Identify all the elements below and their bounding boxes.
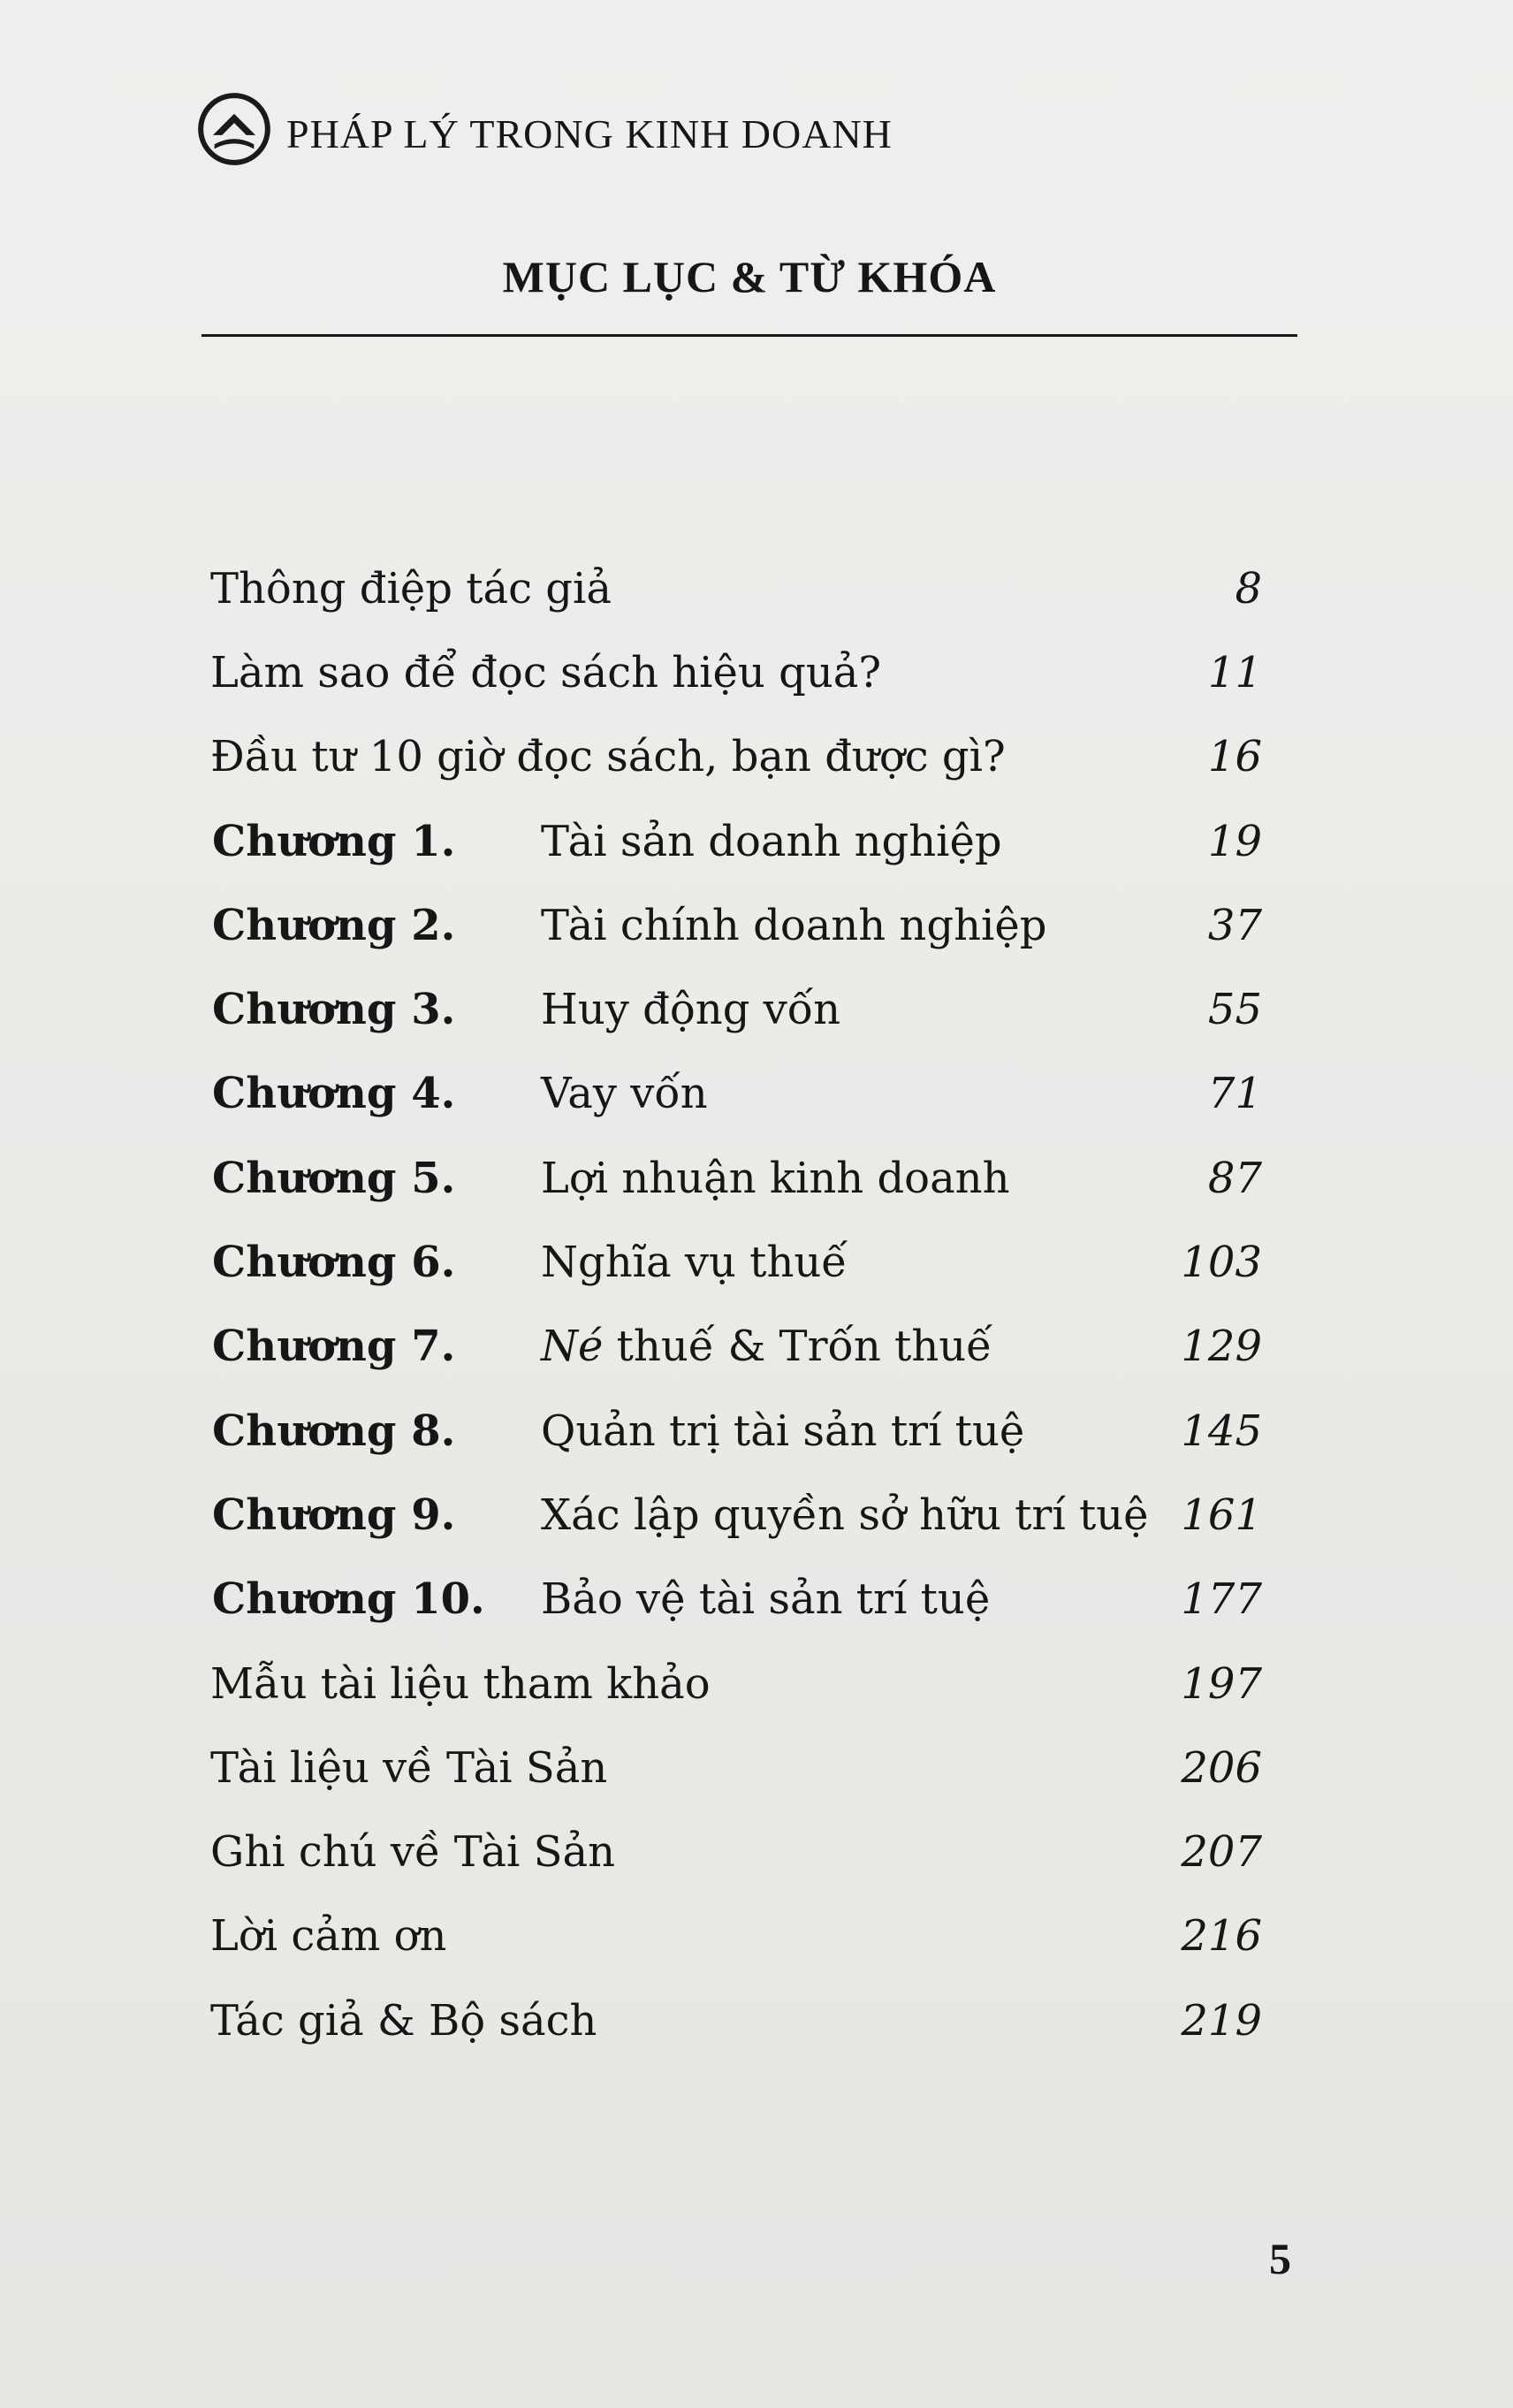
chapter-page: 161 bbox=[1181, 1490, 1262, 1540]
chapter-page: 103 bbox=[1181, 1238, 1262, 1288]
toc-entry[interactable] bbox=[210, 715, 1262, 799]
book-logo-icon bbox=[196, 91, 272, 167]
toc-chapter-row[interactable] bbox=[210, 1220, 1262, 1304]
running-header bbox=[196, 85, 893, 173]
toc-entry-label: Ghi chú về Tài Sản bbox=[210, 1827, 616, 1878]
chapter-title: Quản trị tài sản trí tuệ bbox=[541, 1406, 1025, 1456]
chapter-number: Chương 10. bbox=[212, 1574, 485, 1625]
toc-entry-label: Lời cảm ơn bbox=[210, 1911, 447, 1962]
toc-entry[interactable] bbox=[210, 1642, 1262, 1726]
chapter-page: 37 bbox=[1207, 900, 1262, 950]
toc-entry[interactable] bbox=[210, 1978, 1262, 2062]
chapter-number: Chương 9. bbox=[212, 1490, 456, 1540]
toc-entry-page: 8 bbox=[1235, 563, 1262, 613]
chapter-number: Chương 2. bbox=[212, 900, 456, 950]
toc-entry-label: Làm sao để đọc sách hiệu quả? bbox=[210, 647, 882, 697]
toc-chapter-row[interactable] bbox=[210, 1389, 1262, 1473]
toc-entry-page: 206 bbox=[1181, 1742, 1262, 1793]
chapter-page: 87 bbox=[1207, 1153, 1262, 1203]
chapter-title: Vay vốn bbox=[541, 1069, 708, 1119]
chapter-title: Xác lập quyền sở hữu trí tuệ bbox=[541, 1490, 1149, 1540]
chapter-page: 145 bbox=[1181, 1406, 1262, 1456]
toc-entry-label: Tác giả & Bộ sách bbox=[210, 1995, 597, 2046]
chapter-title: Lợi nhuận kinh doanh bbox=[541, 1153, 1010, 1203]
toc-entry-page: 197 bbox=[1181, 1658, 1262, 1709]
toc-entry[interactable] bbox=[210, 1810, 1262, 1894]
chapter-number: Chương 7. bbox=[212, 1322, 456, 1372]
toc-entry-label: Thông điệp tác giả bbox=[210, 563, 612, 613]
toc-entry-page: 16 bbox=[1207, 732, 1262, 782]
toc-entry-page: 216 bbox=[1181, 1911, 1262, 1962]
chapter-title: Bảo vệ tài sản trí tuệ bbox=[541, 1574, 991, 1625]
chapter-page: 129 bbox=[1181, 1322, 1262, 1372]
toc-list bbox=[210, 546, 1262, 2062]
chapter-page: 71 bbox=[1207, 1069, 1262, 1119]
chapter-page: 19 bbox=[1207, 816, 1262, 866]
chapter-number: Chương 6. bbox=[212, 1238, 456, 1288]
toc-entry-label: Mẫu tài liệu tham khảo bbox=[210, 1658, 711, 1709]
toc-chapter-row[interactable] bbox=[210, 1052, 1262, 1136]
page-number: 5 bbox=[1269, 2234, 1291, 2283]
toc-divider bbox=[201, 334, 1297, 337]
toc-chapter-row[interactable] bbox=[210, 1473, 1262, 1557]
toc-entry[interactable] bbox=[210, 630, 1262, 714]
chapter-title: Tài sản doanh nghiệp bbox=[541, 816, 1002, 866]
chapter-number: Chương 8. bbox=[212, 1406, 456, 1456]
toc-entry-page: 219 bbox=[1181, 1995, 1262, 2046]
toc-entry[interactable] bbox=[210, 1894, 1262, 1978]
toc-entry-page: 11 bbox=[1207, 647, 1262, 697]
chapter-page: 55 bbox=[1207, 985, 1262, 1035]
chapter-title-italic: Né bbox=[541, 1322, 604, 1372]
toc-chapter-row[interactable] bbox=[210, 1558, 1262, 1642]
toc-entry-page: 207 bbox=[1181, 1827, 1262, 1878]
chapter-number: Chương 5. bbox=[212, 1153, 456, 1203]
header-title: PHÁP LÝ TRONG KINH DOANH bbox=[286, 110, 893, 156]
chapter-title-rest: thuế & Trốn thuế bbox=[603, 1322, 992, 1372]
chapter-title bbox=[541, 1322, 992, 1371]
chapter-number: Chương 4. bbox=[212, 1069, 456, 1119]
toc-entry-label: Tài liệu về Tài Sản bbox=[210, 1742, 608, 1793]
toc-title: MỤC LỤC & TỪ KHÓA bbox=[502, 252, 997, 301]
toc-chapter-row[interactable] bbox=[210, 799, 1262, 883]
toc-chapter-row[interactable] bbox=[210, 1305, 1262, 1389]
chapter-page: 177 bbox=[1181, 1574, 1262, 1625]
toc-chapter-row[interactable] bbox=[210, 967, 1262, 1051]
toc-entry[interactable] bbox=[210, 546, 1262, 630]
chapter-title: Huy động vốn bbox=[541, 985, 841, 1035]
toc-entry[interactable] bbox=[210, 1726, 1262, 1810]
chapter-title: Nghĩa vụ thuế bbox=[541, 1238, 848, 1288]
toc-chapter-row[interactable] bbox=[210, 883, 1262, 967]
chapter-title: Tài chính doanh nghiệp bbox=[541, 900, 1047, 950]
chapter-number: Chương 3. bbox=[212, 985, 456, 1035]
toc-chapter-row[interactable] bbox=[210, 1136, 1262, 1220]
chapter-number: Chương 1. bbox=[212, 816, 456, 866]
toc-entry-label: Đầu tư 10 giờ đọc sách, bạn được gì? bbox=[210, 732, 1006, 782]
